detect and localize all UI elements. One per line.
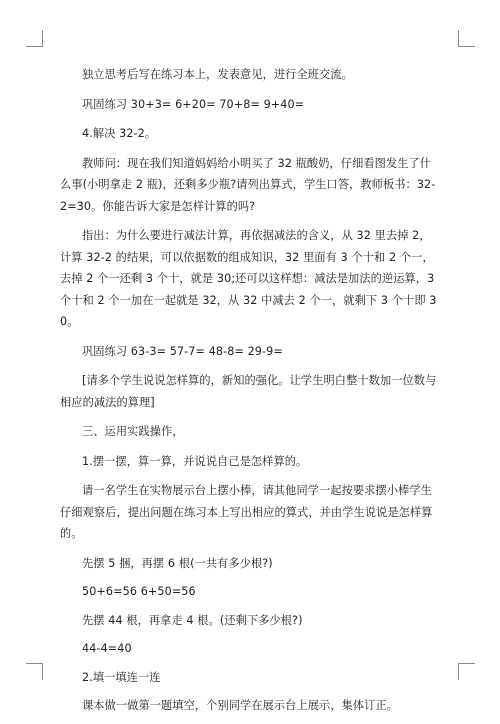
document-body bbox=[60, 64, 440, 724]
paragraph: 4.解决 32-2。 bbox=[82, 127, 157, 140]
paragraph: [请多个学生说说怎样算的，新知的强化。让学生明白整十数加一位数与相应的减法的算理] bbox=[60, 374, 437, 409]
crop-mark-bottom-left bbox=[26, 663, 43, 680]
paragraph: 教师问：现在我们知道妈妈给小明买了 32 瓶酸奶，仔细看图发生了什么事(小明拿走 2 瓶)，还剩多少瓶?请列出算式，学生口答，教师板书：32-2=30。你能告诉大家是怎样计算的吗? bbox=[60, 156, 436, 213]
paragraph: 先摆 44 根，再拿走 4 根。(还剩下多少根?) bbox=[82, 613, 303, 627]
paragraph: 请一名学生在实物展示台上摆小棒，请其他同学一起按要求摆小棒学生仔细观察后，提出问题在练习本上写出相应的算式，并由学生说说是怎样算的。 bbox=[60, 484, 433, 540]
paragraph: 巩固练习 30+3= 6+20= 70+8= 9+40= bbox=[82, 97, 305, 111]
paragraph: 课本做一做第一题填空，个别同学在展示台上展示，集体订正。 bbox=[82, 699, 399, 712]
crop-mark-top-left bbox=[26, 30, 43, 47]
paragraph: 50+6=56 6+50=56 bbox=[82, 585, 196, 598]
paragraph: 44-4=40 bbox=[82, 642, 132, 655]
paragraph: 2.填一填连一连 bbox=[82, 670, 161, 684]
crop-mark-top-right bbox=[458, 30, 475, 47]
paragraph: 三、运用实践操作， bbox=[82, 425, 184, 438]
paragraph: 1.摆一摆，算一算，并说说自己是怎样算的。 bbox=[82, 454, 308, 468]
paragraph: 指出：为什么要进行减法计算，再依据减法的含义，从 32 里去掉 2，计算 32-2 的结果，可以依据数的组成知识，32 里面有 3 个十和 2 个一，去掉 2 个一还剩 3 个十，就是 30;还可以这样想：减法是加法的逆运算，3 个十和 2 个一加在一起就是 32，从 32 中减去 2 个一，就剩下 3 个十即 30。 bbox=[60, 229, 437, 328]
paragraph: 巩固练习 63-3= 57-7= 48-8= 29-9= bbox=[82, 344, 283, 358]
crop-mark-bottom-right bbox=[458, 663, 475, 680]
paragraph: 独立思考后写在练习本上，发表意见，进行全班交流。 bbox=[82, 68, 353, 81]
paragraph: 先摆 5 捆，再摆 6 根(一共有多少根?) bbox=[82, 556, 273, 570]
